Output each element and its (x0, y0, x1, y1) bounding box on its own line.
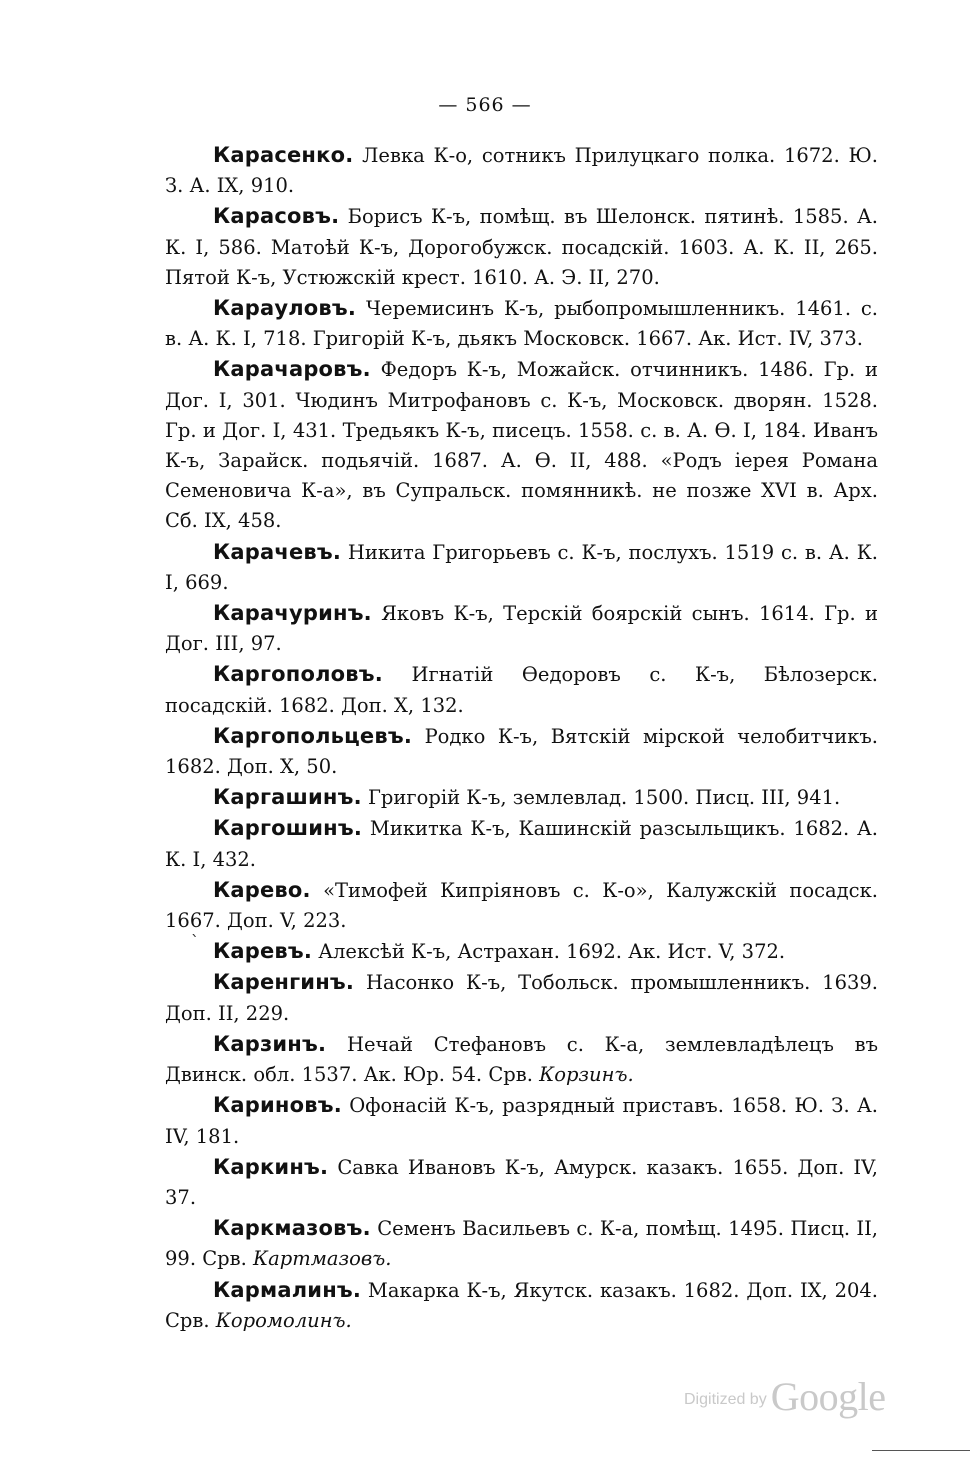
dictionary-entry (165, 659, 878, 720)
dictionary-entry (165, 354, 878, 536)
entry-text: Офонасій К-ъ, разрядный приставъ. 1658. Ю. З. А. IV, 181. (165, 1094, 879, 1148)
page-number: — 566 — (438, 94, 532, 116)
entry-headword: Кармалинъ. (213, 1277, 362, 1302)
dictionary-entry (165, 1152, 878, 1213)
digitized-watermark (684, 1373, 885, 1420)
dictionary-entry (165, 967, 878, 1028)
entry-headword: Карасенко. (213, 143, 354, 167)
entry-text: Яковъ К-ъ, Терскій боярскій сынъ. 1614. Гр. и Дог. III, 97. (165, 602, 878, 656)
entry-text: «Тимофей Кипріяновъ с. К-о», Калужскій посадск. 1667. Доп. V, 223. (165, 878, 878, 933)
entry-headword: Каргополовъ. (213, 662, 383, 687)
entry-headword: Карачаровъ. (213, 357, 371, 382)
dictionary-entry (165, 1090, 878, 1151)
entry-text: Микитка К-ъ, Кашинскій разсыльщикъ. 1682. А. К. I, 432. (165, 817, 879, 871)
dictionary-entry (165, 1275, 878, 1336)
entry-text: Насонко К-ъ, Тобольск. промышленникъ. 1639. Доп. II, 229. (165, 971, 879, 1025)
entry-text: Родко К-ъ, Вятскій мірской челобитчикъ. 1682. Доп. X, 50. (165, 724, 878, 779)
entry-headword: Карзинъ. (213, 1031, 327, 1056)
dictionary-entry (165, 875, 878, 936)
entry-headword: Карачуринъ. (213, 601, 372, 626)
bottom-rule (872, 1450, 970, 1451)
entry-headword: Карауловъ. (213, 296, 357, 321)
entry-text: Григорій К-ъ, землевлад. 1500. Писц. III, 941. (368, 786, 841, 810)
watermark-digitized-text: Digitized by (684, 1391, 767, 1408)
dictionary-entry (165, 936, 878, 967)
dictionary-entry (165, 1213, 878, 1274)
entry-text: Игнатій Ѳедоровъ с. К-ъ, Бѣлозерск. посадскій. 1682. Доп. X, 132. (165, 663, 878, 717)
entry-headword: Карасовъ. (213, 204, 340, 229)
dictionary-entry (165, 140, 878, 201)
entry-headword: Каревъ. (213, 939, 313, 964)
entry-headword: Каренгинъ. (213, 970, 355, 995)
entry-text: Нечай Стефановъ с. К-а, землевладѣлецъ въ Двинск. обл. 1537. Ак. Юр. 54. Срв. (165, 1032, 878, 1087)
entry-text: Федоръ К-ъ, Можайск. отчинникъ. 1486. Гр. и Дог. I, 301. Чюдинъ Митрофановъ с. К-ъ, Московск. дворян. 1528. Гр. и Дог. I, 431. Тредьякъ К-ъ, писецъ. 1558. с. в. А. Ѳ. I, 184. Иванъ К-ъ, Зарайск. подьячій. 1687. А. Ѳ. II, 488. «Родъ іерея Романа Семеновича К-а», въ Супральск. помянникѣ. не позже XVI в. Арх. Сб. IX, 458. (165, 358, 878, 533)
entry-text: Черемисинъ К-ъ, рыбопромышленникъ. 1461. с. в. А. К. I, 718. Григорій К-ъ, дьякъ Московск. 1667. Ак. Ист. IV, 373. (165, 297, 879, 351)
entry-headword: Каргопольцевъ. (213, 723, 413, 748)
entry-cross-reference: Картмазовъ. (253, 1247, 392, 1271)
entry-headword: Карево. (213, 877, 311, 902)
dictionary-entry (165, 1029, 878, 1090)
entry-headword: Кариновъ. (213, 1093, 342, 1118)
dictionary-entry (165, 721, 878, 782)
dictionary-entry (165, 201, 878, 293)
entry-cross-reference: Корзинъ. (539, 1063, 634, 1087)
entry-text: Левка К-о, сотникъ Прилуцкаго полка. 1672. Ю. З. А. IX, 910. (165, 144, 878, 198)
entry-headword: Каркинъ. (213, 1154, 329, 1179)
entry-text: Алексѣй К-ъ, Астрахан. 1692. Ак. Ист. V, 372. (318, 940, 786, 964)
dictionary-entries (165, 140, 878, 1336)
entry-text: Борисъ К-ъ, помѣщ. въ Шелонск. пятинѣ. 1585. А. К. I, 586. Матоѣй К-ъ, Дорогобужск. посадскій. 1603. А. К. II, 265. Пятой К-ъ, Устюжскій крест. 1610. А. Э. II, 270. (165, 205, 879, 289)
dictionary-entry (165, 537, 878, 598)
entry-text: Савка Ивановъ К-ъ, Амурск. казакъ. 1655. Доп. IV, 37. (165, 1155, 879, 1209)
entry-text: Никита Григорьевъ с. К-ъ, послухъ. 1519 с. в. А. К. I, 669. (165, 540, 878, 594)
dictionary-entry (165, 813, 878, 874)
entry-headword: Каргошинъ. (213, 816, 363, 841)
entry-headword: Карачевъ. (213, 539, 342, 564)
watermark-brand-logo: Google (770, 1374, 886, 1419)
entry-cross-reference: Коромолинъ. (215, 1308, 352, 1332)
entry-headword: Каргашинъ. (213, 785, 362, 810)
entry-text: Семенъ Васильевъ с. К-а, помѣщ. 1495. Писц. II, 99. Срв. (165, 1217, 879, 1271)
entry-headword: Каркмазовъ. (213, 1216, 371, 1241)
dictionary-entry (165, 782, 878, 813)
margin-mark: ˋ (191, 932, 199, 951)
entry-text: Макарка К-ъ, Якутск. казакъ. 1682. Доп. IX, 204. Срв. (165, 1278, 878, 1332)
dictionary-entry (165, 598, 878, 659)
dictionary-entry (165, 293, 878, 354)
